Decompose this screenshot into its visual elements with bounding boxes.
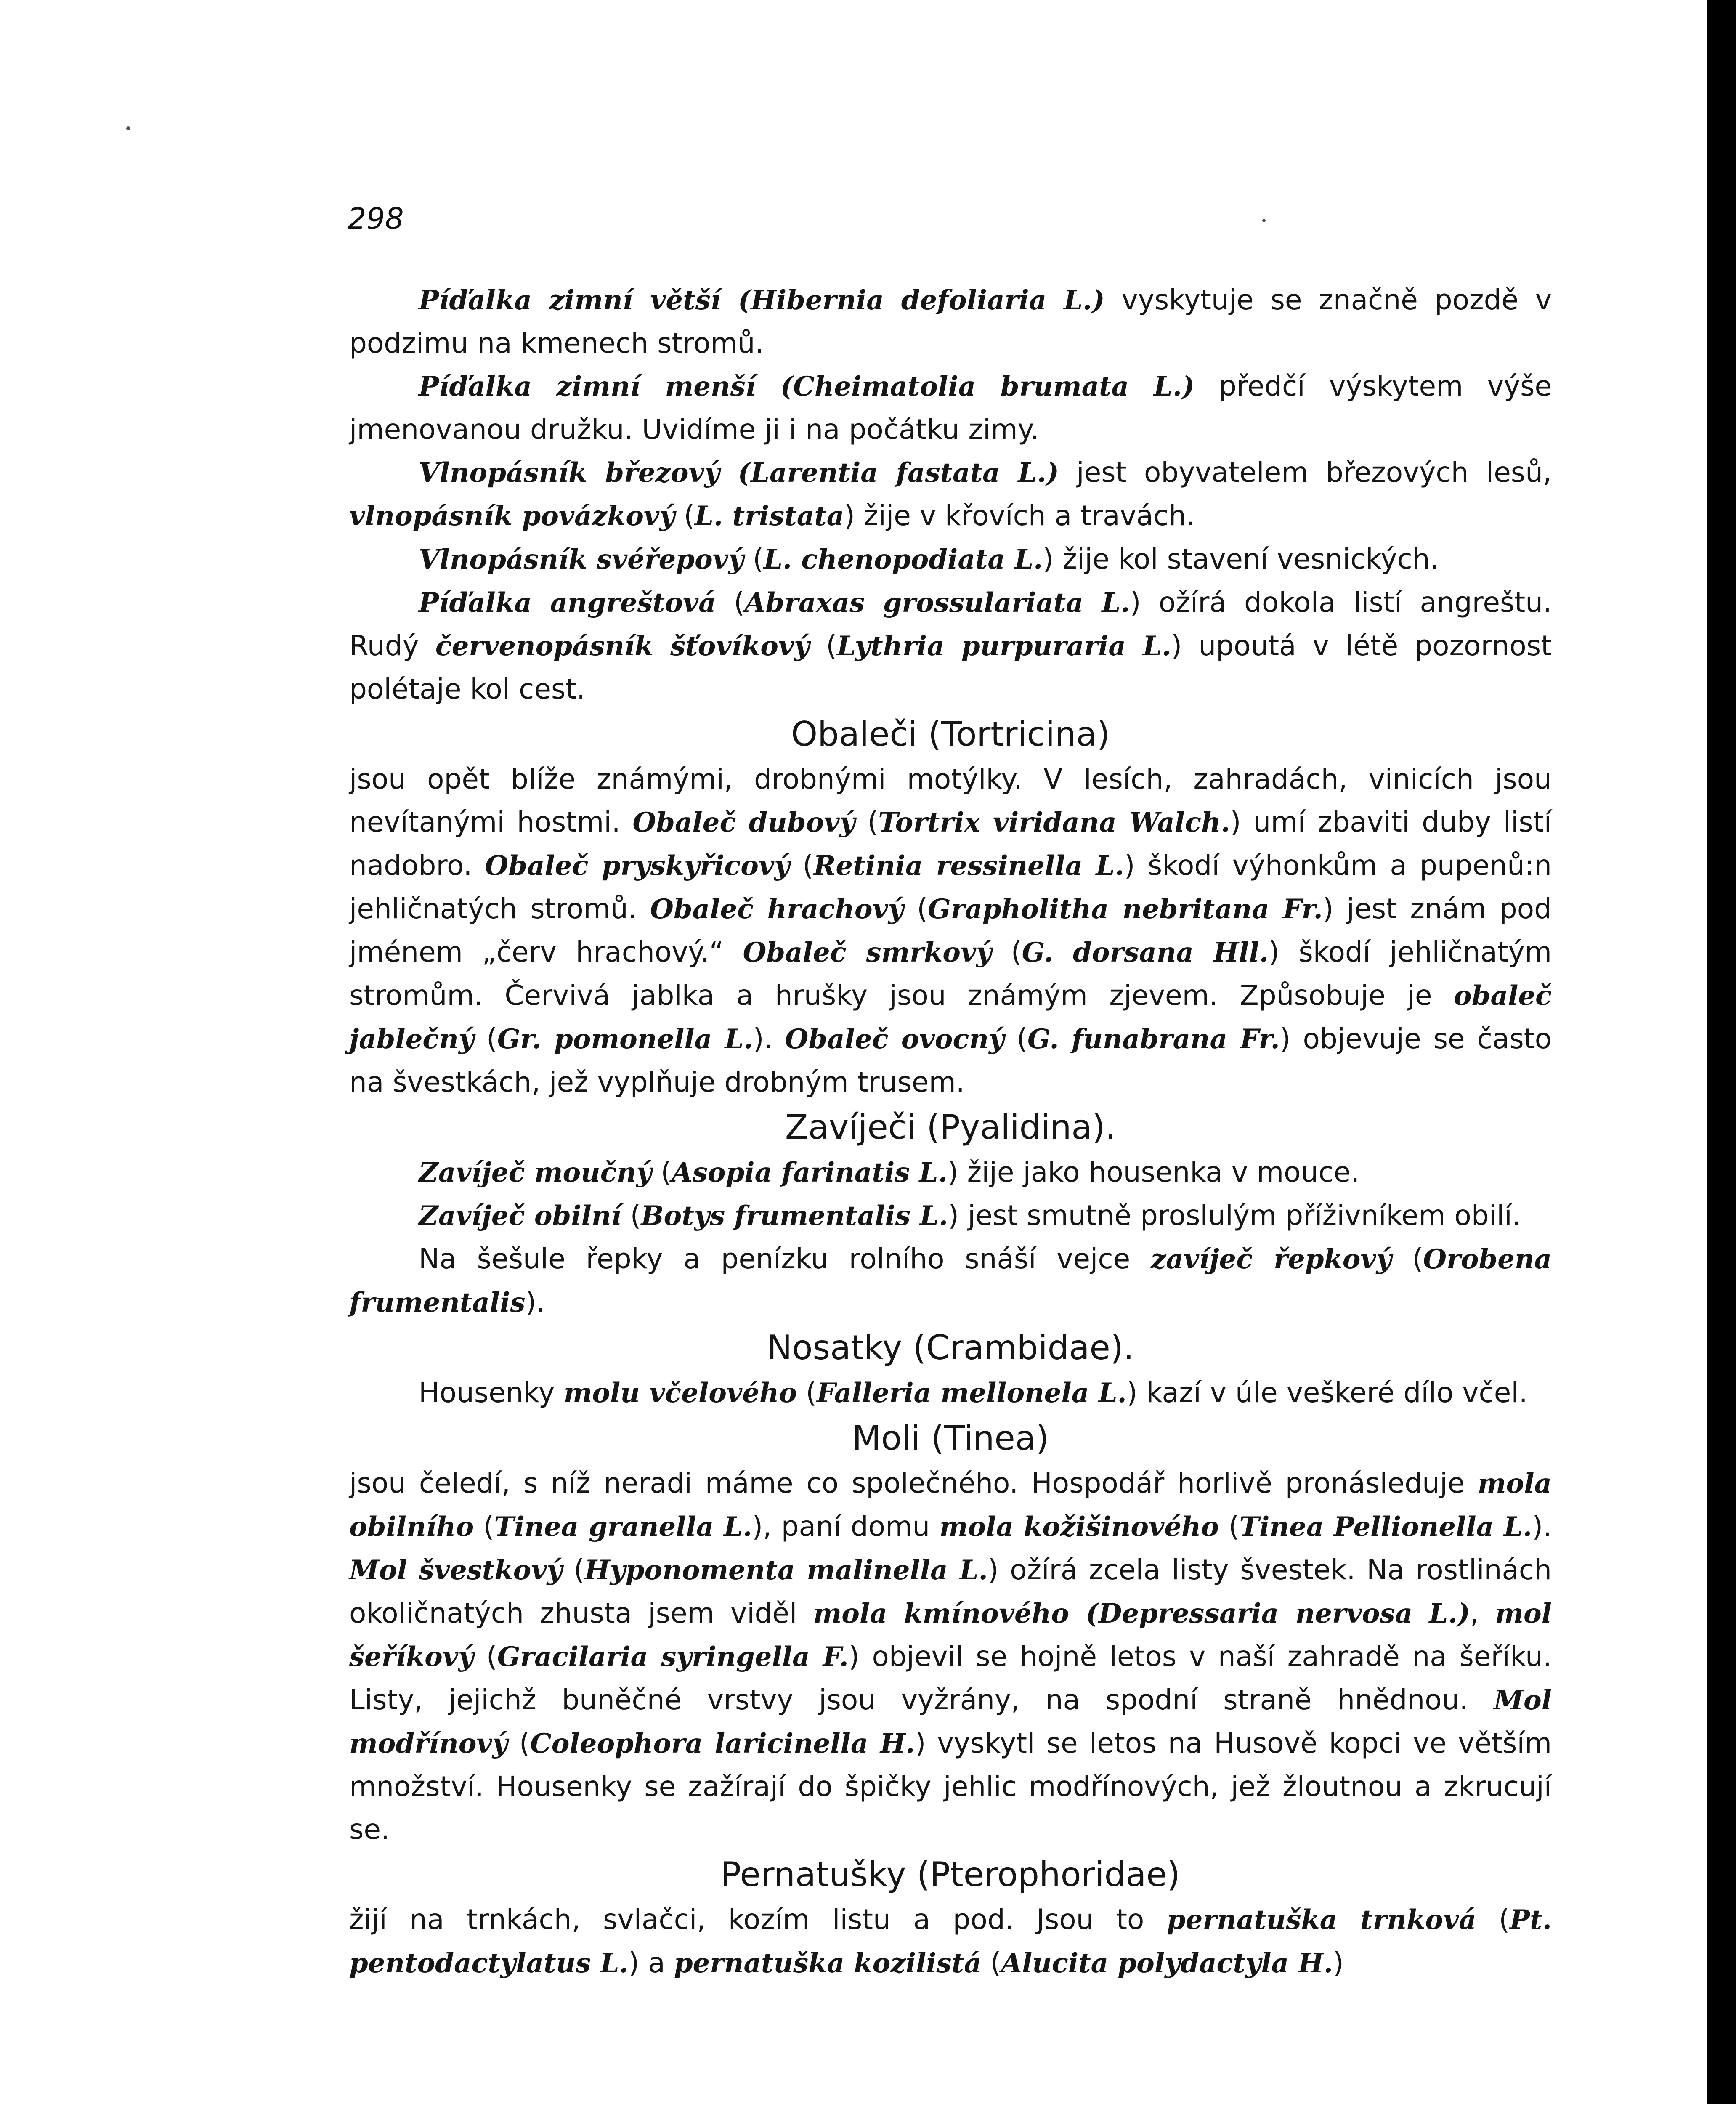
text-run: ( [716,586,745,619]
text-run: ) jest smutně proslulým příživníkem obilí. [948,1199,1521,1232]
text-run: ( [474,1510,494,1543]
article-body [349,279,1552,1985]
latin-name: mol šeříkový [349,1598,1552,1673]
text-run: vyskytuje se značně pozdě v podzimu na kmenech stromů. [349,284,1552,359]
latin-name: červenopásník šťovíkový [435,630,810,662]
text-run: ) škodí jehličnatým stromům. Červivá jablka a hrušky jsou známým zjevem. Způsobuje je [349,936,1552,1012]
paragraph-hibernia [349,279,1552,365]
text-run: , [1470,1597,1495,1629]
paragraph-abraxas [349,581,1552,711]
text-run: ( [744,543,764,575]
text-run: ) a [628,1947,674,1979]
text-run: ( [797,1376,817,1409]
text-run: ) kazí v úle veškeré dílo včel. [1126,1376,1528,1409]
latin-name: mola obilního [349,1468,1552,1543]
text-run: ) umí zbaviti duby listí nadobro. [349,806,1552,882]
text-run: ). [525,1286,545,1318]
paragraph-botys [349,1194,1552,1238]
text-run: ) objevuje se často na švestkách, jež vyplňuje drobným trusem. [349,1023,1552,1098]
latin-name: Pt. pentodactylatus L. [349,1904,1552,1979]
latin-name: Obaleč hrachový [650,893,904,925]
latin-name: Tinea granella L. [494,1511,752,1543]
latin-name: obaleč jablečný [349,980,1552,1055]
text-run: ) vyskytl se letos na Husově kopci ve větším množství. Housenky se zažírají do špičky jehlic modřínových, jež žloutnou a zkrucují se. [349,1727,1552,1846]
latin-name: G. dorsana Hll. [1022,937,1269,968]
text-run: předčí výskytem výše jmenovanou družku. Uvidíme ji i na počátku zimy. [349,370,1552,446]
text-run: jsou opět blíže známými, drobnými motýlky. V lesích, zahradách, vinicích jsou nevítanými hostmi. [349,763,1552,838]
latin-name: Gracilaria syringella F. [497,1641,849,1673]
latin-name: Obaleč pryskyřicový [485,850,790,882]
latin-name: Hyponomenta malinella L. [584,1554,988,1586]
scan-speck [1262,219,1266,222]
text-run: ( [562,1554,585,1586]
latin-name: L. tristata [695,500,844,532]
section-heading-pyalidina: Zavíječi (Pyalidina). [785,1108,1116,1147]
text-run: ( [1004,1023,1027,1055]
latin-name: Tinea Pellionella L. [1239,1511,1532,1543]
page-number: 298 [348,202,404,236]
text-run: ( [621,1199,641,1232]
text-run: ) žije kol stavení vesnických. [1043,543,1439,575]
section-heading-tinea: Moli (Tinea) [852,1419,1049,1458]
latin-name: Píďalka zimní menší (Cheimatolia brumata L.) [419,371,1195,402]
text-run: ) škodí výhonkům a pupenů:n jehličnatých stromů. [349,849,1552,925]
latin-name: zavíječ řepkový [1151,1243,1392,1275]
text-run: ( [810,630,837,662]
latin-name: pernatuška kozilistá [674,1947,982,1979]
text-run: ( [474,1023,497,1055]
latin-name: Lythria purpuraria L. [837,630,1171,662]
latin-name: Alucita polydactyla H. [1001,1947,1333,1979]
latin-name: Vlnopásník svéřepový [419,544,744,575]
latin-name: vlnopásník povázkový [349,500,675,532]
section-heading-tortricina: Obaleči (Tortricina) [791,715,1110,754]
latin-name: Mol modřínový [349,1684,1552,1759]
text-run: ( [474,1640,497,1673]
paragraph-chenopodiata [349,538,1552,581]
latin-name: L. chenopodiata L. [763,544,1043,575]
latin-name: Zavíječ moučný [419,1157,652,1188]
text-run: ). [1532,1510,1552,1543]
text-run: ( [652,1156,672,1188]
paragraph-asopia [349,1151,1552,1194]
latin-name: Píďalka zimní větší (Hibernia defoliaria L.) [419,284,1105,316]
text-run: ) objevil se hojně letos v naší zahradě na šeříku. Listy, jejichž buněčné vrstvy jsou vyžrány, na spodní straně hnědnou. [349,1640,1552,1716]
text-run: ) upoutá v létě pozornost polétaje kol cest. [349,630,1552,705]
latin-name: Asopia farinatis L. [672,1157,948,1188]
text-run: ( [855,806,879,838]
text-run: ( [903,893,928,925]
latin-name: Botys frumentalis L. [641,1200,948,1232]
paragraph-pterophoridae [349,1898,1552,1985]
text-run: ( [507,1727,530,1759]
section-heading-pterophoridae: Pernatušky (Pterophoridae) [721,1855,1180,1894]
text-run: ) jest znám pod jménem „červ hrachový.“ [349,893,1552,968]
latin-name: Vlnopásník březový (Larentia fastata L.) [419,457,1059,489]
text-run: jest obyvatelem březových lesů, [1059,456,1552,489]
text-run: ( [992,936,1022,968]
latin-name: mola kožišinového [939,1511,1219,1543]
latin-name: Retinia ressinella L. [813,850,1124,882]
text-run: ) [1333,1947,1344,1979]
text-run: ( [790,849,814,882]
section-heading-crambidae: Nosatky (Crambidae). [767,1328,1134,1367]
text-run: Housenky [419,1376,564,1409]
text-run: ). [753,1023,785,1055]
text-run: ( [1391,1243,1423,1275]
text-run: ) žije v křovích a travách. [844,499,1195,532]
paragraph-falleria [349,1371,1552,1415]
latin-name: Obaleč ovocný [785,1023,1005,1055]
text-run: jsou čeledí, s níž neradi máme co společného. Hospodář horlivě pronásleduje [349,1467,1478,1499]
scan-speck [126,126,130,130]
text-run: Na šešule řepky a penízku rolního snáší vejce [419,1243,1151,1275]
latin-name: Orobena frumentalis [349,1243,1552,1318]
latin-name: G. funabrana Fr. [1027,1023,1280,1055]
paragraph-tortricina [349,758,1552,1104]
latin-name: Tortrix viridana Walch. [878,807,1230,838]
text-run: ) ožírá dokola listí angreštu. Rudý [349,586,1552,662]
text-run: ( [675,499,695,532]
latin-name: Píďalka angreštová [419,587,716,619]
scan-border [1707,0,1736,2104]
paragraph-larentia [349,451,1552,538]
text-run: ( [981,1947,1001,1979]
paragraph-tinea [349,1462,1552,1851]
text-run: ( [1219,1510,1240,1543]
latin-name: molu včelového [563,1377,797,1409]
text-run: ( [1476,1903,1510,1936]
paragraph-cheimatolia [349,365,1552,451]
latin-name: Coleophora laricinella H. [530,1728,915,1759]
latin-name: Mol švestkový [349,1554,563,1586]
latin-name: Abraxas grossulariata L. [744,587,1130,619]
latin-name: Obaleč smrkový [743,937,992,968]
text-run: ) žije jako housenka v mouce. [947,1156,1360,1188]
paragraph-orobena [349,1238,1552,1324]
latin-name: Obaleč dubový [632,807,855,838]
latin-name: Falleria mellonela L. [816,1377,1127,1409]
latin-name: pernatuška trnková [1167,1904,1476,1936]
latin-name: Gr. pomonella L. [497,1023,753,1055]
text-run: ) ožírá zcela listy švestek. Na rostlinách okoličnatých zhusta jsem viděl [349,1554,1552,1629]
latin-name: Grapholitha nebritana Fr. [928,893,1323,925]
text-run: ), paní domu [752,1510,940,1543]
latin-name: Zavíječ obilní [419,1200,621,1232]
text-run: žijí na trnkách, svlačci, kozím listu a pod. Jsou to [349,1903,1167,1936]
latin-name: mola kmínového (Depressaria nervosa L.) [813,1598,1471,1629]
